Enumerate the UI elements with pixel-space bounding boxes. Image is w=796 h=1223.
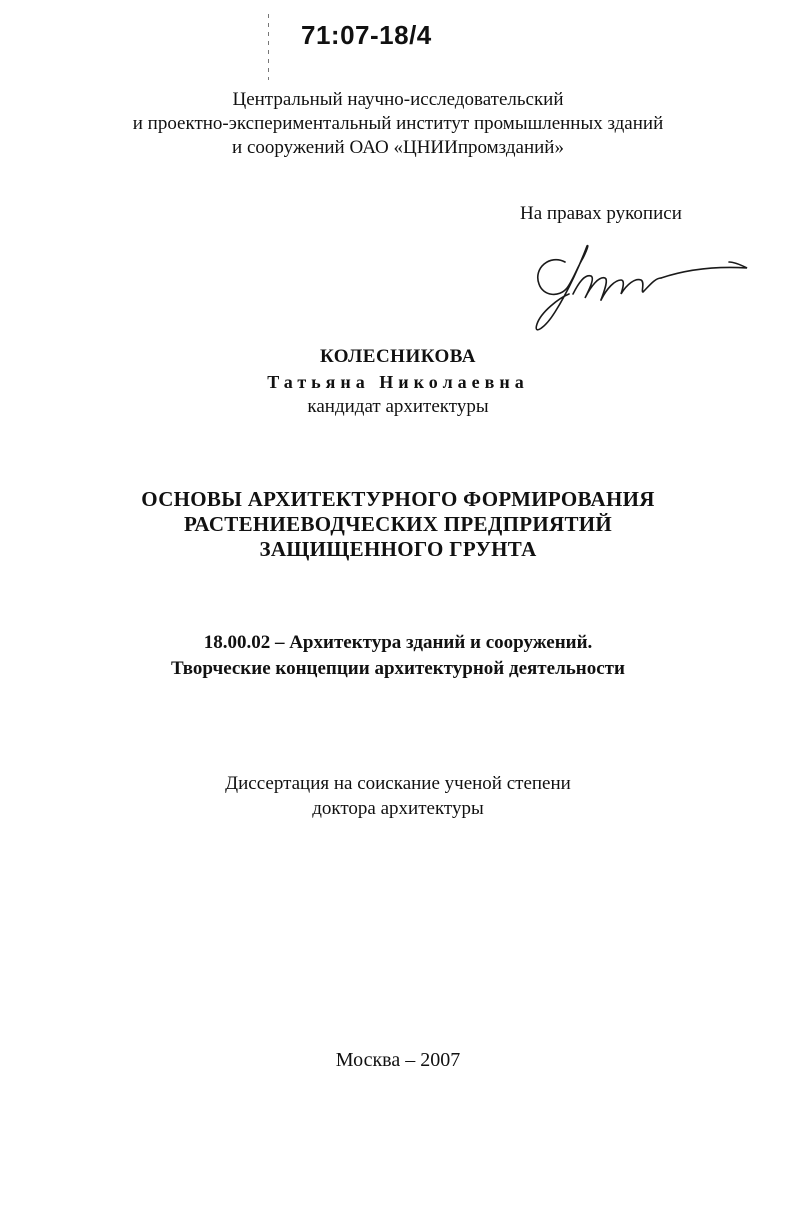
institution-line: Центральный научно-исследовательский [232,89,564,110]
specialty-code [0,630,796,682]
dissertation-line: Диссертация на соискание ученой степени [225,773,571,794]
registry-number: 71:07-18/4 [301,20,432,50]
title-line: ЗАЩИЩЕННОГО ГРУНТА [259,537,537,561]
title-line: ОСНОВЫ АРХИТЕКТУРНОГО ФОРМИРОВАНИЯ [141,487,655,511]
author-last-name: КОЛЕСНИКОВА [319,346,477,367]
specialty-line: Творческие концепции архитектурной деятельности [171,658,625,679]
title-line: РАСТЕНИЕВОДЧЕСКИХ ПРЕДПРИЯТИЙ [183,512,613,536]
city-year: Москва – 2007 [335,1049,461,1071]
dissertation-info [0,771,796,821]
author-degree: кандидат архитектуры [307,396,489,417]
dissertation-line: доктора архитектуры [312,798,484,819]
manuscript-note: На правах рукописи [520,203,682,224]
signature-image [525,240,755,340]
institution-line: и сооружений ОАО «ЦНИИпромзданий» [232,137,564,158]
institution-line: и проектно-экспериментальный институт промышленных зданий [132,113,664,134]
margin-mark [268,14,269,80]
institution-name [0,88,796,160]
author-first-names: Татьяна Николаевна [267,372,529,392]
thesis-title [0,487,796,562]
specialty-line: 18.00.02 – Архитектура зданий и сооружений. [203,632,593,653]
